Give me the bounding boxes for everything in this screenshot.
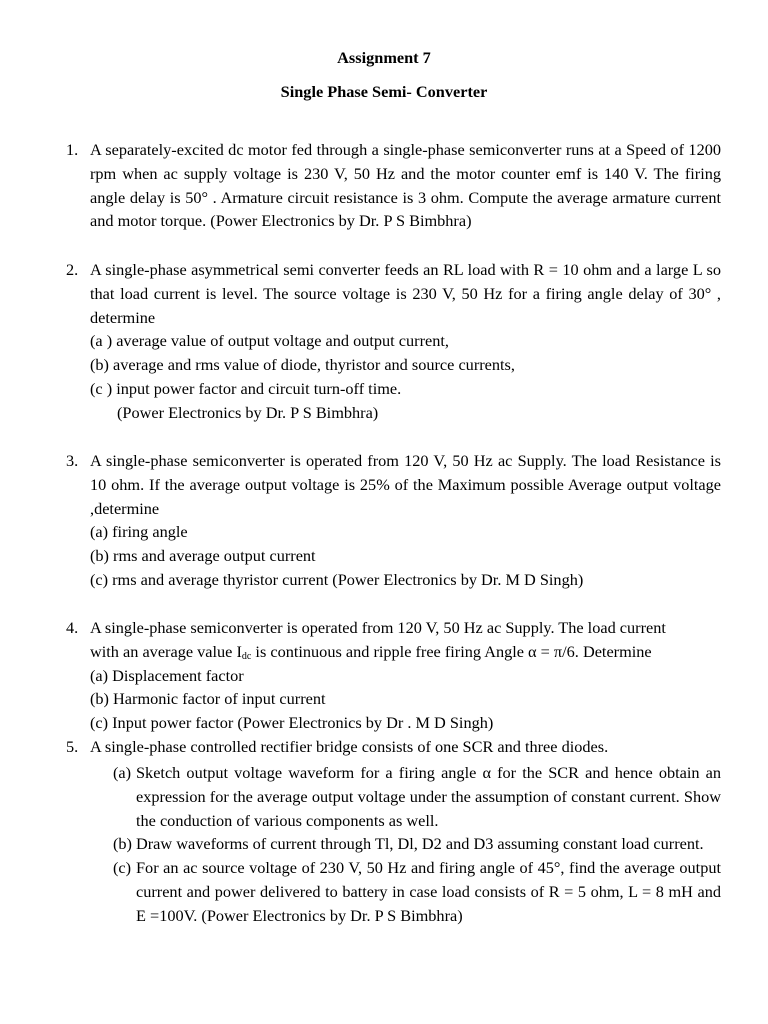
question-text: A single-phase semiconverter is operated from 120 V, 50 Hz ac Supply. The load Resistance is 10 ohm. If the average output voltage is 25% of the Maximum possible Average output voltage ,determine [90, 451, 721, 518]
question-part: (a) firing angle [90, 522, 188, 542]
question-text: A separately-excited dc motor fed through a single-phase semiconverter runs at a Speed of 1200 rpm when ac supply voltage is 230 V, 50 Hz and the motor counter emf is 140 V. The firing angle delay is 50° . Armature circuit resistance is 3 ohm. Compute the average armature current and motor torque. (Power Electronics by Dr. P S Bimbhra) [90, 140, 721, 231]
question-subpart-c: (c) For an ac source voltage of 230 V, 50 Hz and firing angle of 45°, find the average output current and power delivered to battery in case load consists of R = 5 ohm, L = 8 mH and E =100V. (Power Electronics by Dr. P S Bimbhra) [113, 858, 721, 925]
question-subpart-a: (a) Sketch output voltage waveform for a firing angle α for the SCR and hence obtain an expression for the average output voltage under the assumption of constant current. Show the conduction of various components as well. [113, 763, 721, 830]
subscript-dc: dc [241, 650, 252, 662]
question-number: 2. [66, 260, 79, 279]
question-number: 5. [66, 737, 79, 756]
assignment-title: Assignment 7 [337, 48, 431, 67]
assignment-subtitle: Single Phase Semi- Converter [280, 82, 488, 101]
question-number: 1. [66, 140, 79, 159]
question-number: 4. [66, 618, 79, 637]
question-part: (b) average and rms value of diode, thyristor and source currents, [90, 355, 515, 375]
question-subpart-b: (b) Draw waveforms of current through Tl, Dl, D2 and D3 assuming constant load current. [113, 834, 704, 854]
question-part: (a) Displacement factor [90, 665, 244, 685]
question-part: (c) Input power factor (Power Electronics by Dr . M D Singh) [90, 713, 494, 733]
question-5-subparts [113, 761, 721, 928]
question-reference: (Power Electronics by Dr. P S Bimbhra) [117, 402, 379, 422]
question-text-line: A single-phase semiconverter is operated from 120 V, 50 Hz ac Supply. The load current [90, 618, 666, 637]
question-part: (b) Harmonic factor of input current [90, 689, 326, 709]
question-text-line: with an average value $I_{dc}$ is continuous and ripple free firing Angle α = π/6. Determine [90, 641, 652, 662]
question-part: (b) rms and average output current [90, 546, 316, 566]
question-text: A single-phase asymmetrical semi converter feeds an RL load with R = 10 ohm and a large L so that load current is level. The source voltage is 230 V, 50 Hz for a firing angle delay of 30° , determine [90, 260, 721, 327]
question-number: 3. [66, 451, 79, 470]
question-text: A single-phase controlled rectifier bridge consists of one SCR and three diodes. [90, 737, 609, 756]
question-part: (c ) input power factor and circuit turn-off time. [90, 378, 402, 398]
question-part: (a ) average value of output voltage and output current, [90, 331, 449, 351]
question-part: (c) rms and average thyristor current (Power Electronics by Dr. M D Singh) [90, 569, 584, 589]
